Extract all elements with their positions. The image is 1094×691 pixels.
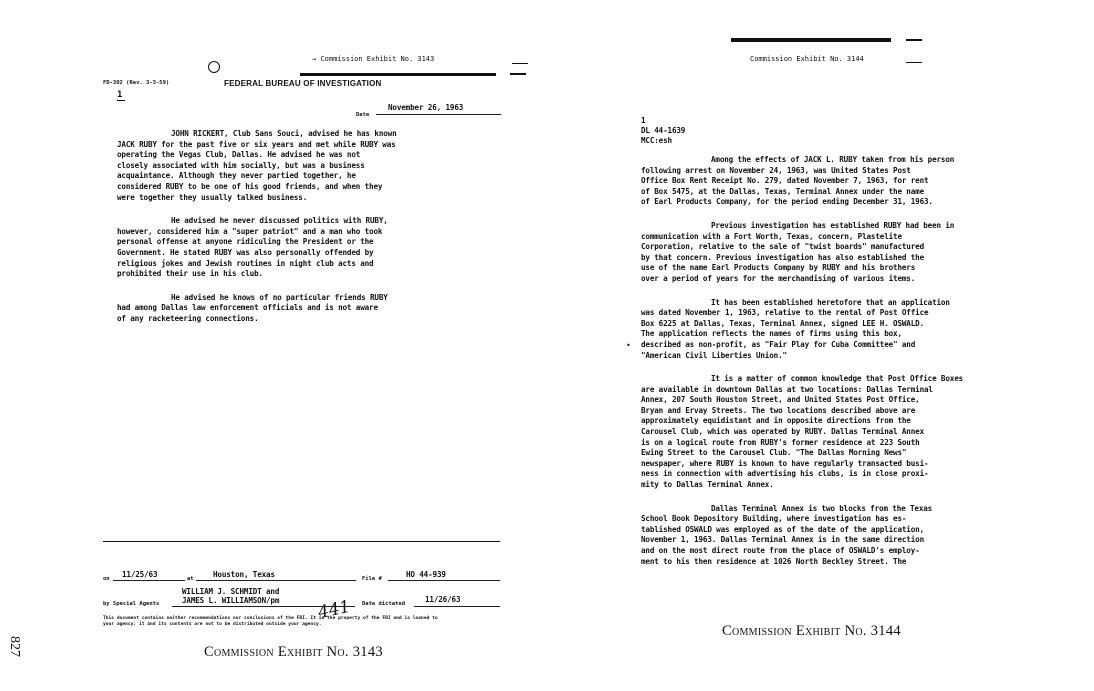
- agent-2: JAMES L. WILLIAMSON/pm: [182, 596, 280, 605]
- margin-mark: •: [626, 341, 631, 350]
- agents-label: by Special Agents: [103, 601, 160, 607]
- left-paragraph: JOHN RICKERT, Club Sans Souci, advised he has known JACK RUBY for the past five or six years and met while RUBY was operating the Vegas Club, Dallas. He advised he was not closely associated with him socially, but was a business acquaintance. Although they never partied together, he considered RUBY to be one of his good friends, and when they were together they usually talked business.: [117, 129, 397, 202]
- arrow-icon: →: [312, 55, 317, 63]
- footer-rule: [103, 541, 500, 542]
- fbi-notice: This document contains neither recommendations nor conclusions of the FBI. It is the property of the FBI and is loaned to your agency; it and its contents are not to be distributed outside your agency.: [103, 616, 438, 627]
- page-number-underline: [117, 100, 125, 101]
- stamp-rule: [300, 73, 496, 76]
- left-body: [117, 129, 487, 338]
- left-paragraph: He advised he never discussed politics with RUBY, however, considered him a "super patriot" and a man who took personal offense at anyone ridiculing the President or the Government. He stated RUBY was also personally offended by religious jokes and Jewish routines in night club acts and prohibited their use in his club.: [117, 216, 388, 279]
- left-caption: Commission Exhibit No. 3143: [204, 644, 383, 660]
- right-paragraph: Previous investigation has established RUBY had been in communication with a Fort Worth, Texas, concern, Plastelite Corporation, relative to the sale of "twist boards" manufactured by that concern. Previous investigation has also established the use of the name Earl Products Company by RUBY and his brothers over a period of years for the merchandising of various items.: [641, 220, 955, 283]
- date-value: November 26, 1963: [388, 103, 464, 112]
- dictated-label: Date dictated: [362, 601, 406, 607]
- right-paragraph: Among the effects of JACK L. RUBY taken from his person following arrest on November 24, 1963, was United States Post Office Box Rent Receipt No. 279, dated November 7, 1963, for rent of Box 5475, at the Dallas, Texas, Terminal Annex under the name of Earl Products Company, for the period ending December 31, 1963.: [641, 155, 955, 207]
- right-paragraph: Dallas Terminal Annex is two blocks from the Texas School Book Depository Building, where investigation has es- tablished OSWALD was employed as of the date of the application, November 1, 1963. Dallas Terminal Annex is in the same direction and on the most direct route from the place of OSWALD's employ- ment to his then residence at 1026 North Beckley Street. The: [641, 503, 933, 566]
- agent-1: WILLIAM J. SCHMIDT and: [182, 587, 280, 596]
- dictated-value: 11/26/63: [425, 595, 461, 604]
- right-stamp-rule-short: [906, 39, 922, 41]
- on-label: on: [103, 576, 110, 582]
- right-paragraph: It is a matter of common knowledge that Post Office Boxes are available in downtown Dallas at two locations: Dallas Terminal Annex, 207 South Houston Street, and United States Post Office, Bryan and Ervay Streets. The two locations described above are approximately equidistant and in opposite directions from the Carousel Club, which was operated by RUBY. Dallas Terminal Annex is on a logical route from RUBY's former residence at 223 South Ewing Street to the Carousel Club. "The Dallas Morning News" newspaper, where RUBY is known to have regularly transacted busi- ness in connection with advertising his clubs, is in close proxi- mity to Dallas Terminal Annex.: [641, 374, 964, 490]
- punch-hole-icon: [208, 61, 220, 73]
- handwritten-page-number: 441: [316, 596, 353, 624]
- right-stamp-rule: [731, 38, 891, 42]
- left-paragraph: He advised he knows of no particular friends RUBY had among Dallas law enforcement officials and is not aware of any racketeering connections.: [117, 292, 388, 323]
- file-label: File #: [362, 576, 382, 582]
- right-body: [641, 155, 1021, 580]
- date-line: [376, 114, 501, 115]
- agency-heading: FEDERAL BUREAU OF INVESTIGATION: [224, 79, 382, 88]
- on-value: 11/25/63: [122, 570, 158, 579]
- right-page-number: 1: [641, 116, 646, 125]
- at-value: Houston, Texas: [213, 570, 275, 579]
- right-caption: Commission Exhibit No. 3144: [722, 623, 901, 639]
- dictated-line: [414, 606, 500, 607]
- date-label: Date: [356, 112, 370, 118]
- right-exhibit-stamp: Commission Exhibit No. 3144: [750, 55, 864, 63]
- right-stamp-tick: [906, 62, 922, 63]
- stamp-tick: [512, 63, 528, 64]
- file-line: [388, 580, 500, 581]
- margin-page-number: 827: [7, 636, 22, 657]
- on-line: [113, 580, 185, 581]
- left-page-number: 1: [117, 90, 123, 100]
- right-file-number: DL 44-1639: [641, 126, 686, 135]
- stamp-rule-short: [510, 73, 526, 75]
- left-exhibit-stamp: → Commission Exhibit No. 3143: [312, 55, 435, 63]
- at-label: at: [187, 576, 194, 582]
- file-value: HO 44-939: [406, 570, 446, 579]
- form-code: FD-302 (Rev. 3-3-59): [103, 80, 170, 86]
- right-initials: MCC:esh: [641, 136, 672, 145]
- right-paragraph: It has been established heretofore that an application was dated November 1, 1963, relative to the rental of Post Office Box 6225 at Dallas, Texas, Terminal Annex, signed LEE H. OSWALD. The application reflects the names of firms using this box, described as non-profit, as "Fair Play for Cuba Committee" and "American Civil Liberties Union.": [641, 297, 950, 360]
- at-line: [196, 580, 356, 581]
